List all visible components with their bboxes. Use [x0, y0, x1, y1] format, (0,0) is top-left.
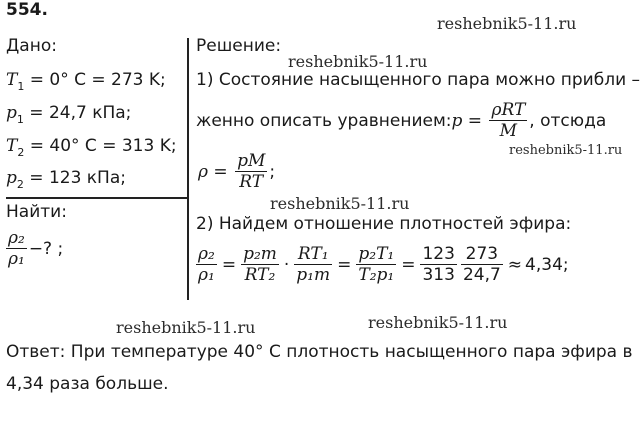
find-fraction-numerator: ρ₂	[8, 228, 25, 248]
ratio-fraction-3-numerator: RT₁	[297, 244, 329, 264]
ratio-fraction-1	[196, 244, 217, 285]
ratio-result: 4,34;	[525, 254, 569, 275]
given-t1	[6, 70, 166, 92]
answer-line-2: 4,34 раза больше.	[6, 374, 169, 394]
rho-fraction	[235, 151, 267, 192]
ratio-fraction-1-numerator: ρ₂	[198, 244, 215, 264]
watermark-top-right: reshebnik5-11.ru	[437, 14, 577, 33]
rho-symbol: ρ	[198, 161, 208, 182]
equals-sign: =	[221, 254, 237, 275]
given-t2	[6, 136, 177, 158]
find-fraction-denominator: ρ₁	[8, 249, 25, 270]
given-p2-sub: 2	[16, 178, 24, 191]
ratio-fraction-2	[241, 244, 279, 285]
ratio-fraction-3	[294, 244, 332, 285]
answer-line-1: Ответ: При температуре 40° C плотность насыщенного пара эфира в	[6, 342, 633, 362]
given-p2	[6, 168, 126, 190]
rho-tail: ;	[269, 161, 276, 182]
ratio-fraction-4	[356, 244, 396, 285]
given-p2-symbol: p	[6, 168, 17, 188]
watermark-bottom-left: reshebnik5-11.ru	[116, 318, 256, 337]
given-t2-sub: 2	[17, 146, 25, 159]
given-p2-value: = 123 кПа;	[23, 168, 126, 188]
ratio-fraction-6-denominator: 24,7	[462, 265, 501, 286]
step1-fraction-numerator: ρRT	[491, 100, 526, 120]
rho-fraction-denominator: RT	[239, 172, 264, 193]
given-p1-symbol: p	[6, 103, 17, 123]
ratio-fraction-6-numerator: 273	[465, 244, 499, 264]
solution-step2-line: 2) Найдем отношение плотностей эфира:	[196, 214, 572, 234]
equals-sign: =	[401, 254, 416, 275]
given-t1-value: = 0° C = 273 K;	[24, 70, 166, 90]
horizontal-divider	[6, 197, 188, 199]
equals-sign: =	[337, 254, 352, 275]
given-p1-sub: 1	[16, 113, 24, 126]
solution-ratio-equation	[194, 244, 569, 285]
step1-p-symbol: p	[451, 110, 463, 131]
find-tail: −? ;	[28, 238, 64, 259]
vertical-divider	[187, 38, 189, 300]
problem-number: 554.	[6, 0, 48, 20]
given-t2-symbol: T	[6, 136, 18, 156]
solution-header: Решение:	[196, 36, 282, 56]
given-t1-symbol: T	[6, 70, 18, 90]
step1-fraction-denominator: M	[499, 121, 518, 142]
rho-fraction-numerator: pM	[237, 151, 266, 171]
ratio-fraction-4-denominator: T₂p₁	[358, 265, 395, 286]
find-header: Найти:	[6, 202, 67, 222]
ratio-fraction-3-denominator: p₁m	[296, 265, 331, 286]
step1-text: женно описать уравнением:	[196, 110, 452, 131]
ratio-fraction-4-numerator: p₂T₁	[358, 244, 395, 264]
approx-sign: ≈	[507, 254, 523, 275]
given-t2-value: = 40° C = 313 K;	[24, 136, 177, 156]
ratio-fraction-5-denominator: 313	[422, 265, 455, 286]
ratio-fraction-5	[420, 244, 456, 285]
watermark-middle: reshebnik5-11.ru	[270, 194, 410, 213]
find-fraction	[6, 228, 27, 269]
multiply-dot: ·	[283, 254, 290, 275]
ratio-fraction-2-numerator: p₂m	[243, 244, 277, 264]
step1-tail: , отсюда	[529, 110, 607, 131]
given-p1	[6, 103, 131, 125]
ratio-fraction-5-numerator: 123	[422, 244, 455, 264]
solution-step1-line2	[196, 100, 606, 141]
solution-step1-line1: 1) Состояние насыщенного пара можно прибли –	[196, 70, 641, 90]
find-expression	[4, 228, 63, 269]
ratio-fraction-1-denominator: ρ₁	[198, 265, 215, 286]
watermark-right-small: reshebnik5-11.ru	[509, 143, 623, 158]
ratio-fraction-6	[461, 244, 503, 285]
step1-fraction	[489, 100, 527, 141]
given-header: Дано:	[6, 36, 57, 56]
solution-rho-equation	[198, 151, 275, 192]
given-p1-value: = 24,7 кПа;	[23, 103, 132, 123]
rho-equals: =	[208, 161, 234, 182]
ratio-fraction-2-denominator: RT₂	[244, 265, 276, 286]
given-t1-sub: 1	[17, 80, 25, 93]
step1-equals: =	[462, 110, 488, 131]
watermark-upper-middle: reshebnik5-11.ru	[288, 52, 428, 71]
watermark-bottom-right: reshebnik5-11.ru	[368, 313, 508, 332]
